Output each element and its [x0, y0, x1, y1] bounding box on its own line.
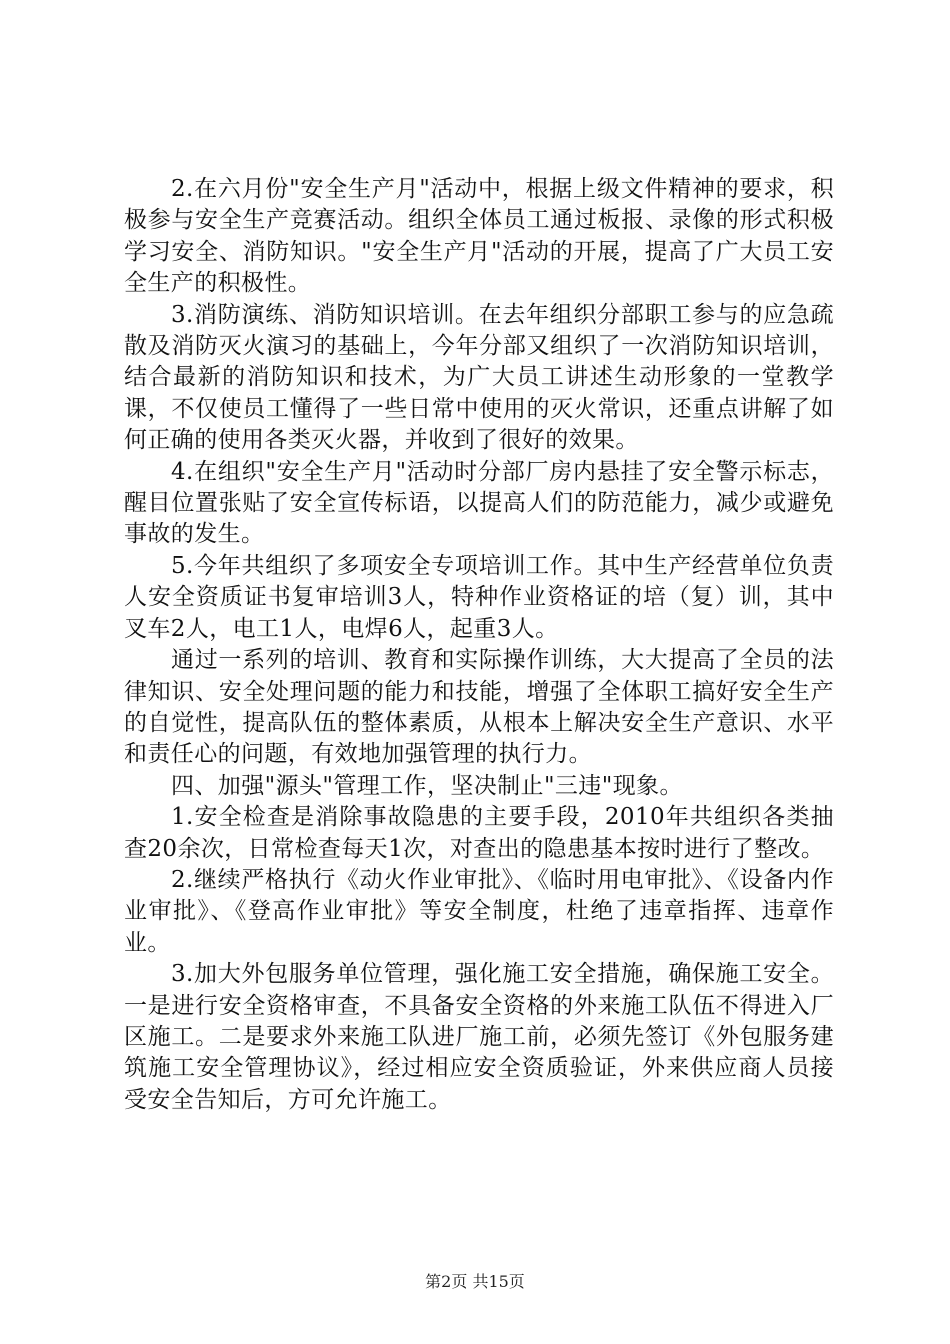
- section-heading-source-management: 四、加强"源头"管理工作，坚决制止"三违"现象。: [171, 772, 683, 799]
- paragraph-approval-procedures: 2.继续严格执行《动火作业审批》、《临时用电审批》、《设备内作业审批》、《登高作业审批》等安全制度，杜绝了违章指挥、违章作业。: [124, 866, 834, 956]
- document-body: [124, 174, 834, 1116]
- paragraph-training-summary: 通过一系列的培训、教育和实际操作训练，大大提高了全员的法律知识、安全处理问题的能力和技能，增强了全体职工搞好安全生产的自觉性，提高队伍的整体素质，从根本上解决安全生产意识、水平和责任心的问题，有效地加强管理的执行力。: [124, 647, 834, 768]
- paragraph-warning-signs: 4.在组织"安全生产月"活动时分部厂房内悬挂了安全警示标志，醒目位置张贴了安全宣传标语，以提高人们的防范能力，减少或避免事故的发生。: [124, 458, 834, 548]
- paragraph-safety-month-activity: 2.在六月份"安全生产月"活动中，根据上级文件精神的要求，积极参与安全生产竞赛活动。组织全体员工通过板报、录像的形式积极学习安全、消防知识。"安全生产月"活动的开展，提高了广大员工安全生产的积极性。: [124, 176, 834, 297]
- page-number-footer: 第2页 共15页: [425, 1272, 525, 1291]
- paragraph-safety-inspection: 1.安全检查是消除事故隐患的主要手段，2010年共组织各类抽查20余次，日常检查每天1次，对查出的隐患基本按时进行了整改。: [124, 804, 834, 862]
- paragraph-special-training: 5.今年共组织了多项安全专项培训工作。其中生产经营单位负责人安全资质证书复审培训3人，特种作业资格证的培（复）训，其中叉车2人，电工1人，电焊6人，起重3人。: [124, 552, 834, 642]
- paragraph-fire-drill-training: 3.消防演练、消防知识培训。在去年组织分部职工参与的应急疏散及消防灭火演习的基础上，今年分部又组织了一次消防知识培训，结合最新的消防知识和技术，为广大员工讲述生动形象的一堂教学课，不仅使员工懂得了一些日常中使用的灭火常识，还重点讲解了如何正确的使用各类灭火器，并收到了很好的效果。: [124, 301, 834, 454]
- paragraph-outsourcing-management: 3.加大外包服务单位管理，强化施工安全措施，确保施工安全。一是进行安全资格审查，不具备安全资格的外来施工队伍不得进入厂区施工。二是要求外来施工队进厂施工前，必须先签订《外包服务建筑施工安全管理协议》，经过相应安全资质验证，外来供应商人员接受安全告知后，方可允许施工。: [124, 961, 834, 1113]
